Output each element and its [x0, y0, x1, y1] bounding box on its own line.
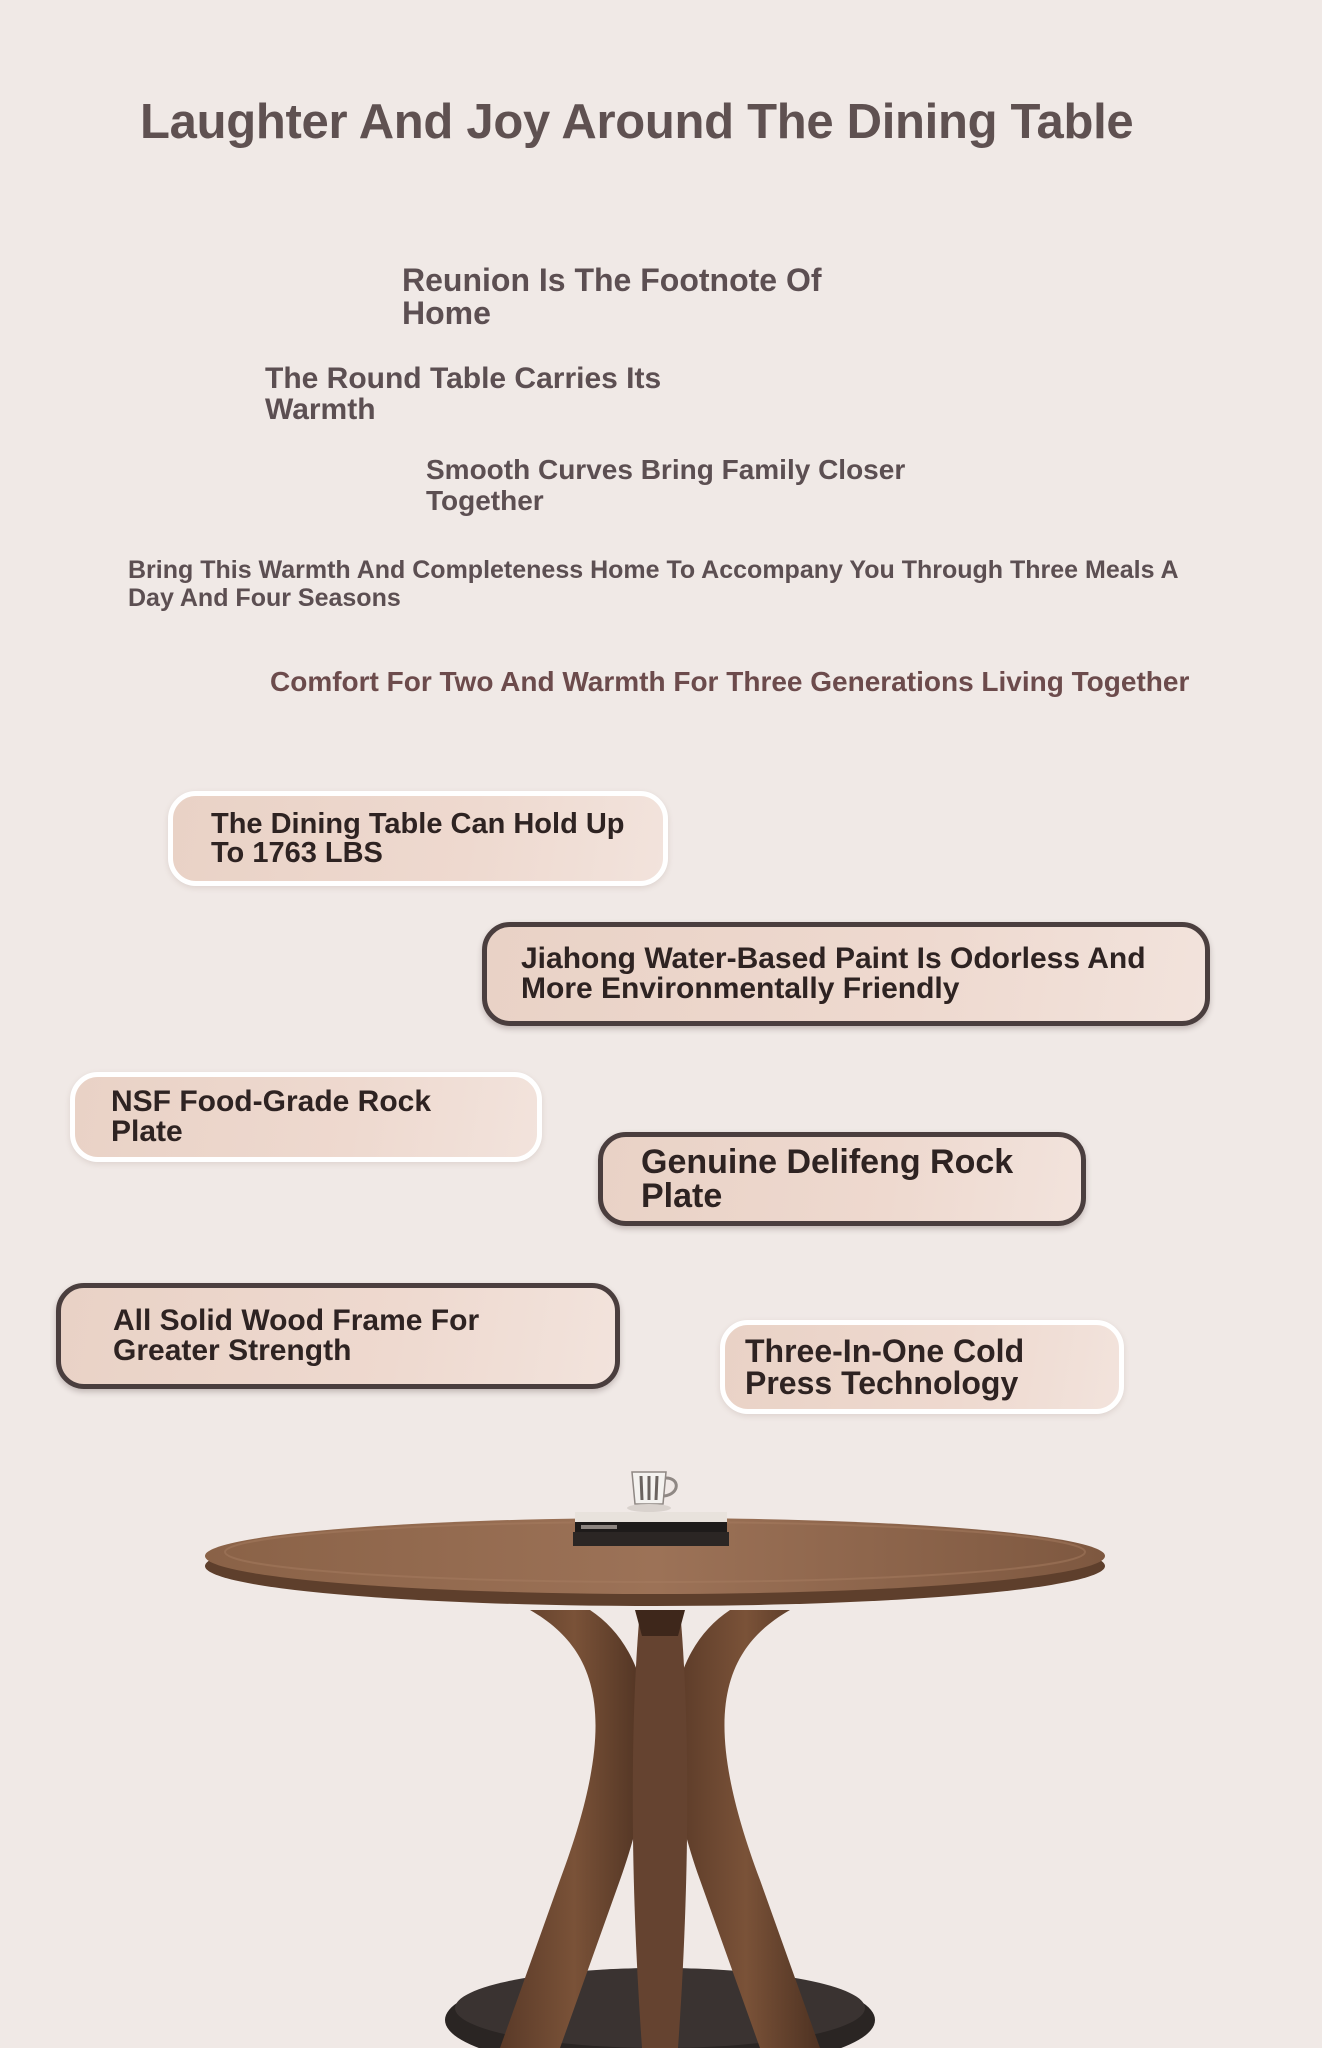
subtitle-comfort: Comfort For Two And Warmth For Three Generations Living Together: [270, 666, 1190, 697]
feature-badge-label: All Solid Wood Frame For Greater Strength: [113, 1304, 480, 1367]
feature-badge-label: The Dining Table Can Hold Up To 1763 LBS: [211, 807, 625, 869]
subtitle-reunion: Reunion Is The Footnote Of Home: [402, 262, 822, 331]
feature-badge-solid-wood-frame: [56, 1283, 620, 1389]
feature-badge-label: NSF Food-Grade Rock Plate: [111, 1085, 432, 1148]
dining-table-illustration: [200, 1460, 1120, 2048]
feature-badge-water-based-paint: [482, 922, 1210, 1026]
feature-badge-label: Jiahong Water-Based Paint Is Odorless And More Environmentally Friendly: [521, 942, 1146, 1005]
subtitle-round-table: The Round Table Carries Its Warmth: [265, 362, 662, 426]
feature-badge-label: Genuine Delifeng Rock Plate: [641, 1143, 1014, 1215]
table-legs: [500, 1610, 820, 2048]
feature-badge-delifeng-rock-plate: [598, 1132, 1086, 1226]
feature-badge-cold-press: [720, 1320, 1124, 1414]
main-title: Laughter And Joy Around The Dining Table: [140, 95, 1134, 149]
coffee-cup-icon: [627, 1472, 676, 1512]
feature-badge-label: Three-In-One Cold Press Technology: [745, 1333, 1025, 1401]
feature-badge-nsf-rock-plate: [70, 1072, 542, 1162]
subtitle-warmth-home: Bring This Warmth And Completeness Home To Accompany You Through Three Meals A Day And Four Seasons: [128, 556, 1178, 612]
books-icon: [573, 1512, 729, 1546]
subtitle-smooth-curves: Smooth Curves Bring Family Closer Together: [426, 454, 906, 517]
feature-badge-load-capacity: [168, 791, 668, 886]
